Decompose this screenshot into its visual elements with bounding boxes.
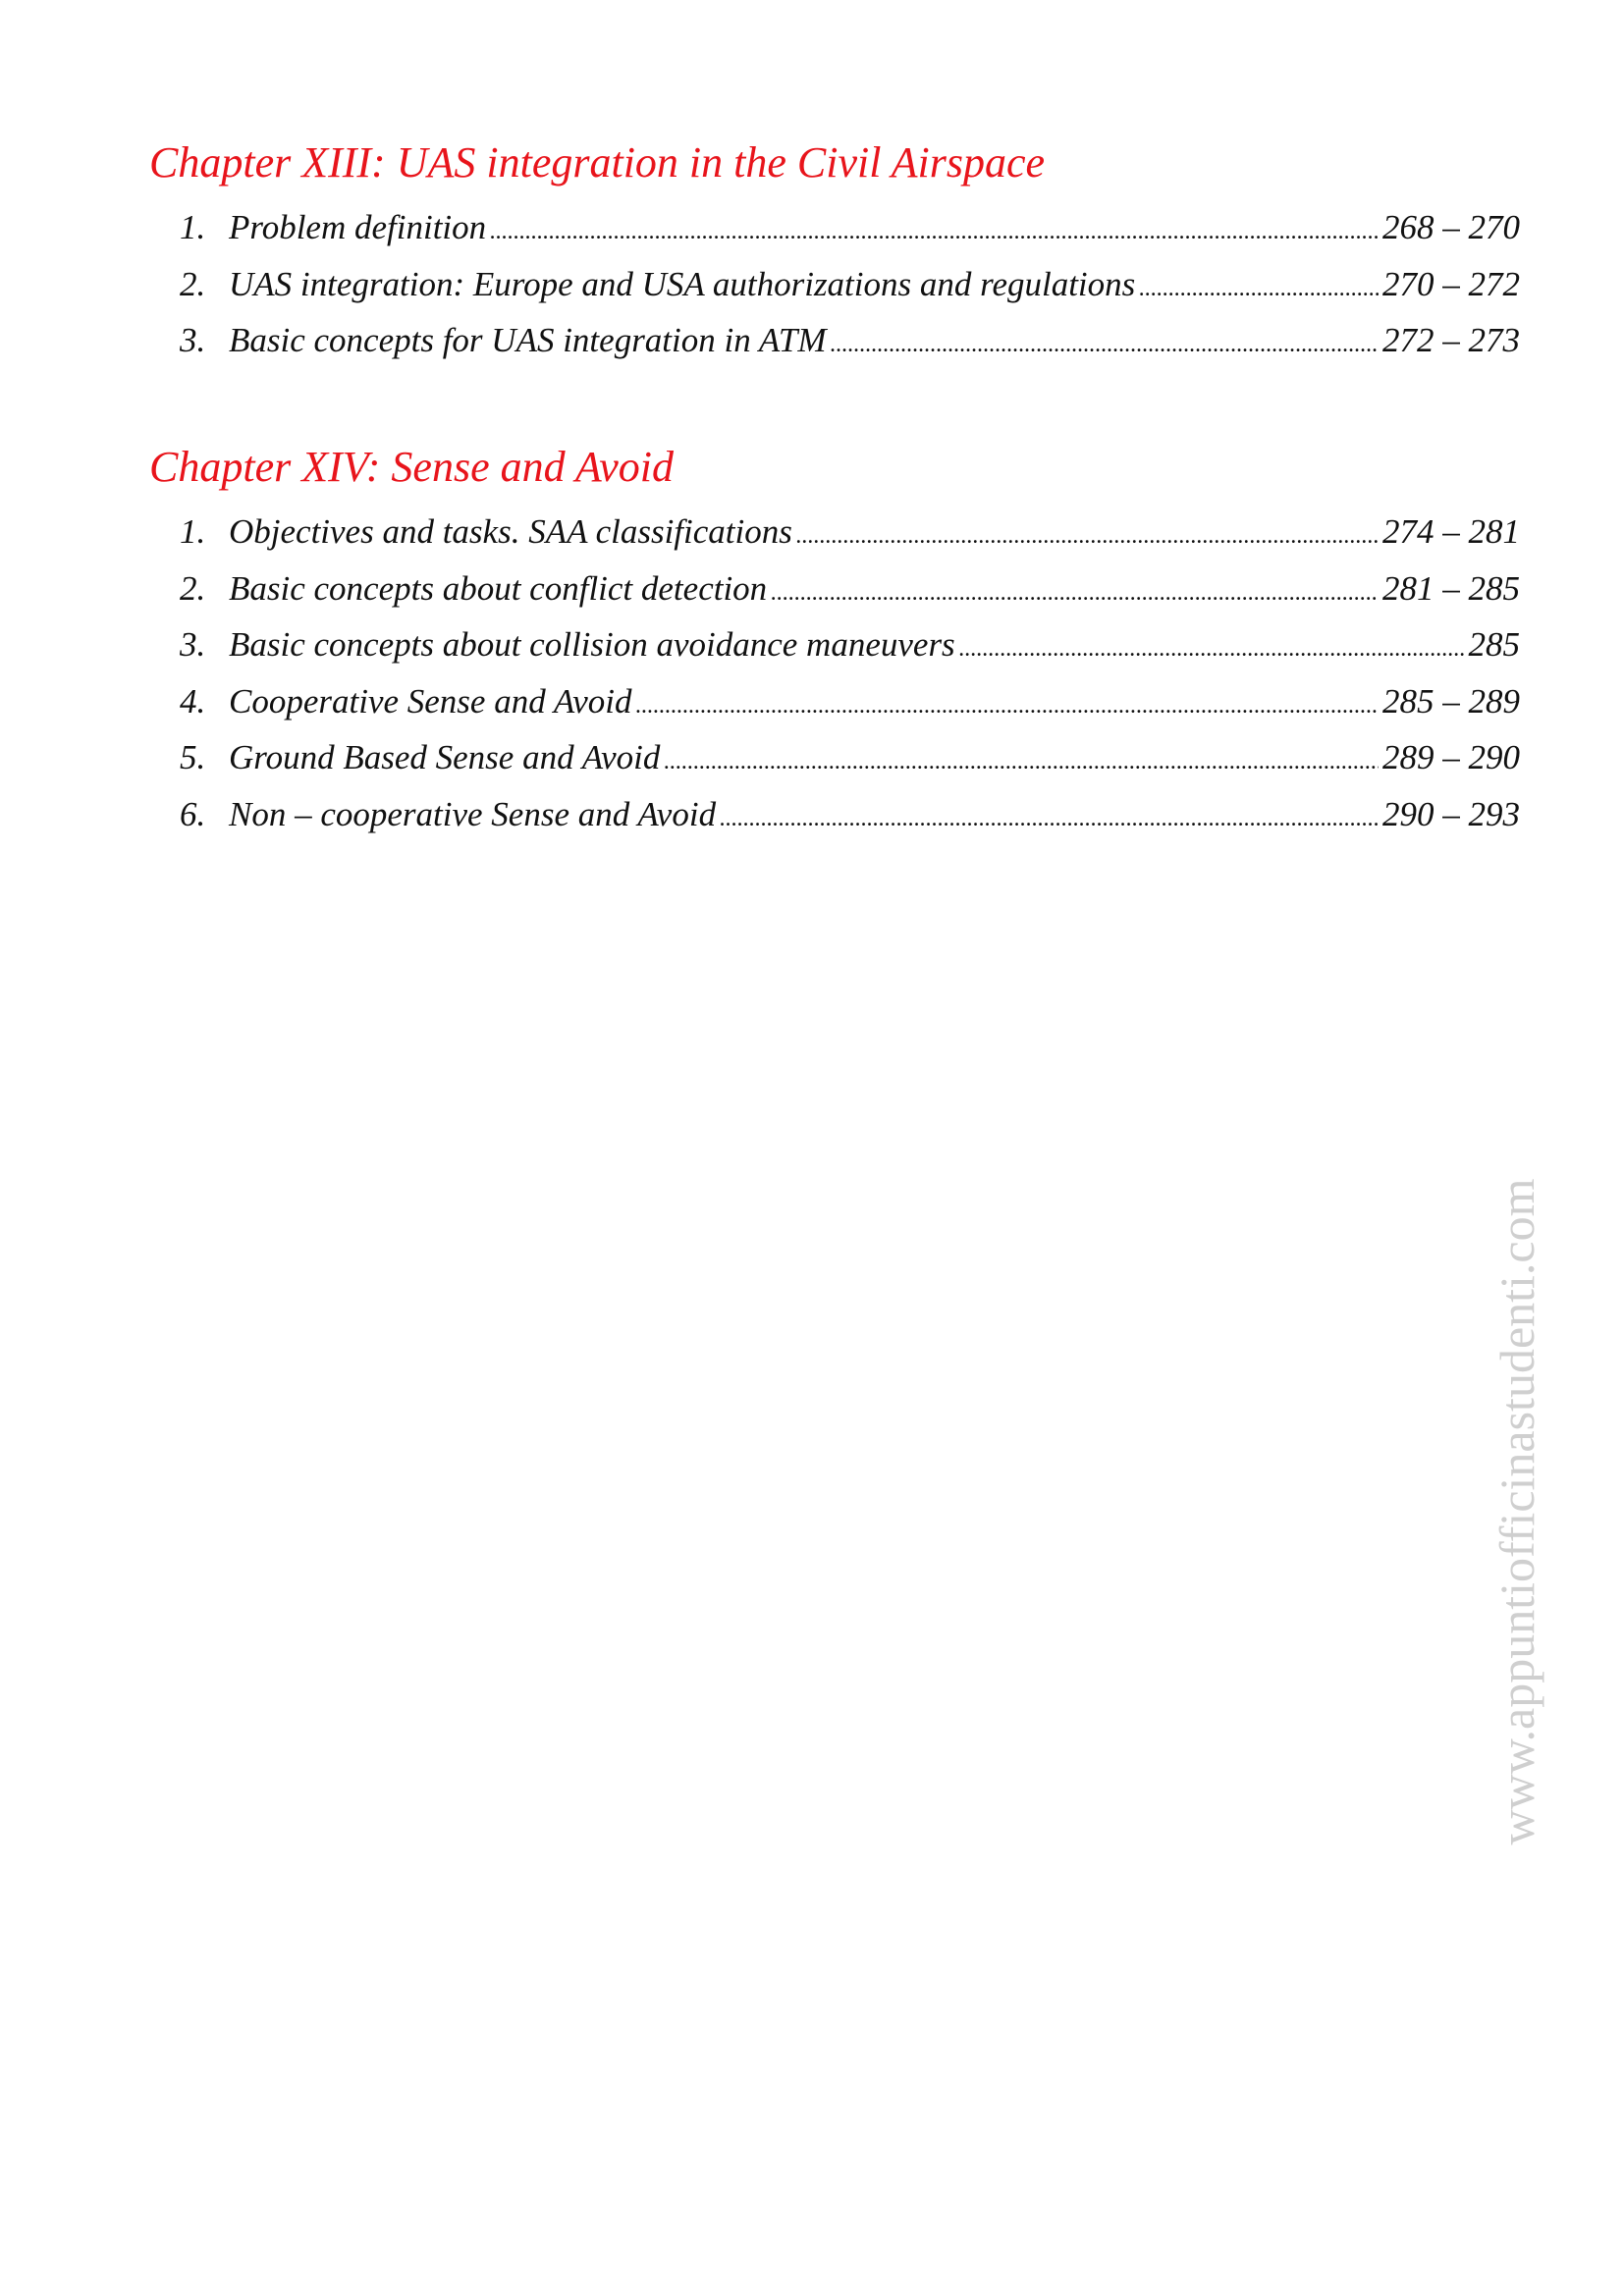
toc-entry bbox=[180, 625, 1520, 682]
entry-title: UAS integration: Europe and USA authorizations and regulations bbox=[229, 264, 1136, 303]
dot-leader bbox=[1139, 276, 1379, 302]
entry-number: 6. bbox=[180, 794, 206, 833]
watermark: www.appuntiofficinastudenti.com bbox=[1489, 1178, 1544, 1845]
entry-pages: 270 – 272 bbox=[1382, 264, 1520, 303]
entry-pages: 281 – 285 bbox=[1382, 568, 1520, 608]
toc-entry bbox=[180, 738, 1520, 795]
dot-leader bbox=[831, 332, 1379, 358]
toc-entry bbox=[180, 682, 1520, 739]
entry-pages: 285 – 289 bbox=[1382, 681, 1520, 721]
entry-number: 2. bbox=[180, 264, 206, 303]
entry-number: 4. bbox=[180, 681, 206, 721]
entry-number: 1. bbox=[180, 512, 206, 551]
toc-entry bbox=[180, 512, 1520, 569]
entry-pages: 272 – 273 bbox=[1382, 321, 1520, 359]
chapter-heading: Chapter XIII: UAS integration in the Civil Airspace bbox=[149, 138, 1046, 187]
dot-leader bbox=[636, 693, 1379, 720]
entry-title: Non – cooperative Sense and Avoid bbox=[229, 794, 717, 833]
entry-pages: 268 – 270 bbox=[1382, 208, 1520, 246]
entry-number: 3. bbox=[180, 625, 206, 664]
chapter-heading: Chapter XIV: Sense and Avoid bbox=[149, 443, 675, 491]
entry-pages: 289 – 290 bbox=[1382, 738, 1520, 776]
toc-list bbox=[180, 208, 1520, 378]
toc-entry bbox=[180, 321, 1520, 378]
toc-list bbox=[180, 512, 1520, 851]
toc-entry bbox=[180, 569, 1520, 626]
entry-pages: 285 bbox=[1468, 625, 1520, 664]
entry-pages: 290 – 293 bbox=[1382, 794, 1520, 833]
entry-title: Cooperative Sense and Avoid bbox=[229, 681, 632, 721]
entry-title: Objectives and tasks. SAA classifications bbox=[229, 512, 792, 551]
dot-leader bbox=[664, 749, 1379, 775]
entry-title: Basic concepts about conflict detection bbox=[229, 568, 768, 608]
entry-number: 3. bbox=[180, 321, 206, 359]
dot-leader bbox=[720, 806, 1379, 832]
toc-entry bbox=[180, 795, 1520, 852]
entry-number: 5. bbox=[180, 738, 206, 776]
toc-entry bbox=[180, 208, 1520, 265]
entry-number: 1. bbox=[180, 208, 206, 246]
dot-leader bbox=[796, 523, 1379, 550]
dot-leader bbox=[490, 219, 1379, 245]
entry-number: 2. bbox=[180, 568, 206, 608]
entry-title: Basic concepts about collision avoidance maneuvers bbox=[229, 625, 955, 664]
dot-leader bbox=[771, 580, 1379, 607]
toc-entry bbox=[180, 265, 1520, 322]
entry-title: Problem definition bbox=[229, 208, 487, 246]
dot-leader bbox=[959, 636, 1465, 663]
entry-pages: 274 – 281 bbox=[1382, 512, 1520, 551]
entry-title: Ground Based Sense and Avoid bbox=[229, 738, 661, 776]
entry-title: Basic concepts for UAS integration in ATM bbox=[229, 321, 827, 359]
